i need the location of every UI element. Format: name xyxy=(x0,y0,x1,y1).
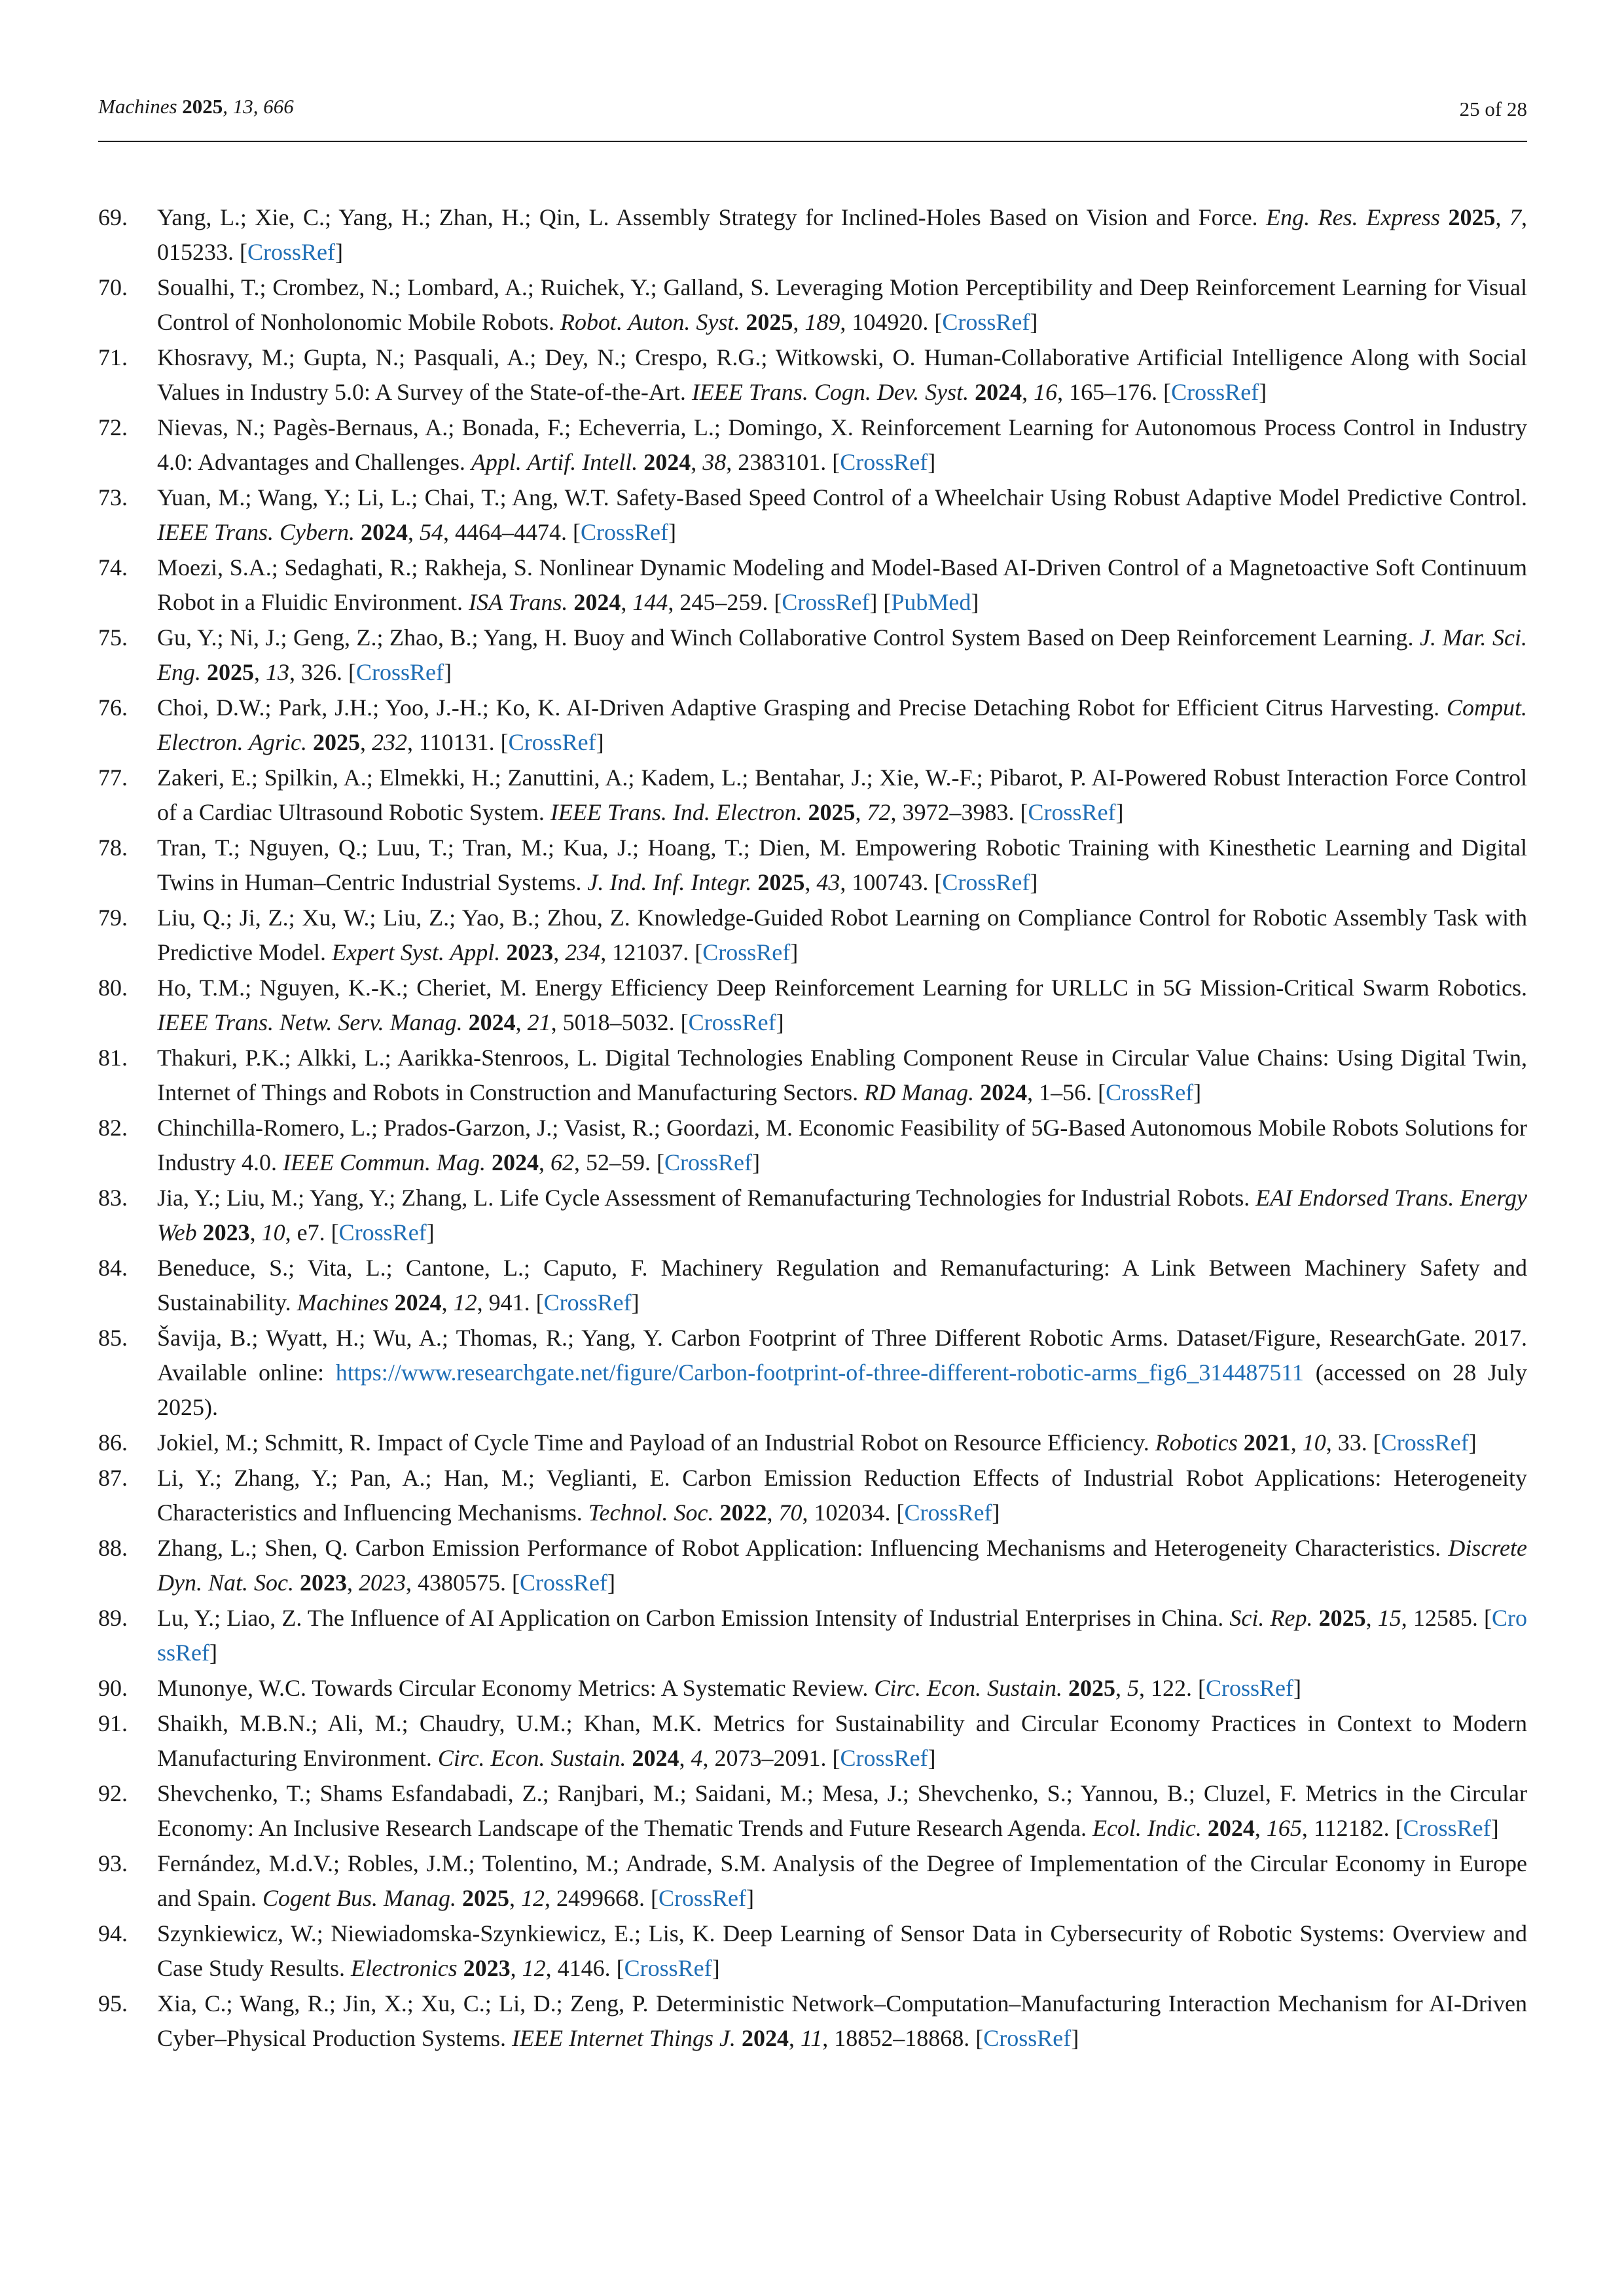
reference-number: 76. xyxy=(98,694,128,721)
reference-number: 77. xyxy=(98,764,128,791)
reference-year: 2024 xyxy=(980,1079,1028,1105)
reference-year: 2023 xyxy=(463,1955,511,1981)
reference-authors-title: Xia, C.; Wang, R.; Jin, X.; Xu, C.; Li, D.; Zeng, P. Deterministic Network–Computation–Manufacturing Interaction Mechanism for AI-Driven Cyber–Physical Production Systems. xyxy=(157,1990,1527,2051)
reference-authors-title: Moezi, S.A.; Sedaghati, R.; Rakheja, S. Nonlinear Dynamic Modeling and Model-Based AI-Driven Control of a Magnetoactive Soft Continuum Robot in a Fluidic Environment. xyxy=(157,554,1527,615)
reference-accessed: (accessed on 28 July 2025). xyxy=(157,1359,1527,1420)
reference-journal: Machines xyxy=(297,1289,389,1316)
reference-pages: 4146 xyxy=(557,1955,605,1981)
reference-item xyxy=(98,1041,1527,1110)
reference-item xyxy=(98,1461,1527,1530)
crossref-link[interactable]: CrossRef xyxy=(782,589,870,615)
reference-authors-title: Jia, Y.; Liu, M.; Yang, Y.; Zhang, L. Life Cycle Assessment of Remanufacturing Technologies for Industrial Robots. xyxy=(157,1185,1256,1211)
reference-pages: 121037 xyxy=(612,939,683,965)
reference-text: Chinchilla-Romero, L.; Prados-Garzon, J.; Vasist, R.; Goordazi, M. Economic Feasibility of 5G-Based Autonomous Mobile Robots Solutions for Industry 4.0. IEEE Commun. Mag. 2024, 62, 52–59. [CrossRef] xyxy=(157,1115,1527,1175)
reference-number: 93. xyxy=(98,1850,128,1876)
crossref-link[interactable]: CrossRef xyxy=(247,239,335,265)
reference-number: 69. xyxy=(98,204,128,230)
reference-journal: Circ. Econ. Sustain. xyxy=(874,1675,1063,1701)
reference-year: 2024 xyxy=(394,1289,442,1316)
reference-authors-title: Yang, L.; Xie, C.; Yang, H.; Zhan, H.; Qin, L. Assembly Strategy for Inclined-Holes Based on Vision and Force. xyxy=(157,204,1267,230)
reference-pages: 165–176 xyxy=(1069,379,1152,405)
reference-authors-title: Jokiel, M.; Schmitt, R. Impact of Cycle Time and Payload of an Industrial Robot on Resource Efficiency. xyxy=(157,1429,1155,1456)
reference-number: 72. xyxy=(98,414,128,440)
journal-volume: 13 xyxy=(232,95,253,118)
reference-year: 2025 xyxy=(1318,1605,1366,1631)
reference-text: Thakuri, P.K.; Alkki, L.; Aarikka-Stenroos, L. Digital Technologies Enabling Component Reuse in Circular Value Chains: Using Digital Twin, Internet of Things and Robots in Construction and Manufacturing Sectors. RD Manag. 2024, 1–56. [CrossRef] xyxy=(157,1045,1527,1105)
reference-volume: 12 xyxy=(453,1289,477,1316)
crossref-link[interactable]: CrossRef xyxy=(1380,1429,1469,1456)
reference-item xyxy=(98,270,1527,340)
crossref-link[interactable]: CrossRef xyxy=(664,1149,752,1175)
reference-item xyxy=(98,1111,1527,1180)
reference-number: 95. xyxy=(98,1990,128,2017)
crossref-link[interactable]: CrossRef xyxy=(581,519,668,545)
reference-item xyxy=(98,550,1527,620)
reference-text: Xia, C.; Wang, R.; Jin, X.; Xu, C.; Li, D.; Zeng, P. Deterministic Network–Computation–Manufacturing Interaction Mechanism for AI-Driven Cyber–Physical Production Systems. IEEE Internet Things J. 2024, 11, 18852–18868. [CrossRef] xyxy=(157,1990,1527,2051)
reference-authors-title: Szynkiewicz, W.; Niewiadomska-Szynkiewicz, E.; Lis, K. Deep Learning of Sensor Data in Cybersecurity of Robotic Systems: Overview and Case Study Results. xyxy=(157,1920,1527,1981)
reference-year: 2024 xyxy=(1207,1815,1255,1841)
reference-year: 2023 xyxy=(202,1219,250,1246)
reference-number: 90. xyxy=(98,1675,128,1701)
reference-authors-title: Li, Y.; Zhang, Y.; Pan, A.; Han, M.; Veglianti, E. Carbon Emission Reduction Effects of Industrial Robot Applications: Heterogeneity Characteristics and Influencing Mechanisms. xyxy=(157,1465,1527,1526)
reference-volume: 189 xyxy=(804,309,840,335)
reference-item xyxy=(98,691,1527,760)
reference-volume: 15 xyxy=(1377,1605,1401,1631)
reference-text: Jia, Y.; Liu, M.; Yang, Y.; Zhang, L. Life Cycle Assessment of Remanufacturing Technologies for Industrial Robots. EAI Endorsed Trans. Energy Web 2023, 10, e7. [CrossRef] xyxy=(157,1185,1527,1246)
reference-authors-title: Thakuri, P.K.; Alkki, L.; Aarikka-Stenroos, L. Digital Technologies Enabling Component Reuse in Circular Value Chains: Using Digital Twin, Internet of Things and Robots in Construction and Manufacturing Sectors. xyxy=(157,1045,1527,1105)
crossref-link[interactable]: CrossRef xyxy=(519,1570,607,1596)
reference-year: 2025 xyxy=(1448,204,1496,230)
reference-year: 2024 xyxy=(468,1009,516,1035)
reference-number: 71. xyxy=(98,344,128,370)
reference-year: 2025 xyxy=(746,309,793,335)
reference-year: 2025 xyxy=(808,799,856,825)
reference-journal: Expert Syst. Appl. xyxy=(331,939,501,965)
reference-authors-title: Šavija, B.; Wyatt, H.; Wu, A.; Thomas, R.; Yang, Y. Carbon Footprint of Three Different Robotic Arms. Dataset/Figure, ResearchGate. 2017. Available online: xyxy=(157,1325,1527,1386)
reference-pages: 18852–18868 xyxy=(834,2025,964,2051)
reference-item xyxy=(98,1531,1527,1600)
reference-number: 81. xyxy=(98,1045,128,1071)
reference-year: 2023 xyxy=(299,1570,347,1596)
reference-journal: J. Ind. Inf. Integr. xyxy=(587,869,752,895)
reference-journal: Technol. Soc. xyxy=(588,1499,714,1526)
crossref-link[interactable]: CrossRef xyxy=(840,1745,928,1771)
reference-pages: 110131 xyxy=(418,729,489,755)
reference-item xyxy=(98,1706,1527,1776)
reference-number: 84. xyxy=(98,1255,128,1281)
reference-url[interactable]: https://www.researchgate.net/figure/Carbon-footprint-of-three-different-robotic-arms_fig6_314487511 xyxy=(335,1359,1304,1386)
reference-journal: RD Manag. xyxy=(864,1079,975,1105)
reference-pages: 941 xyxy=(488,1289,524,1316)
reference-journal: Robot. Auton. Syst. xyxy=(560,309,740,335)
reference-year: 2024 xyxy=(643,449,691,475)
reference-journal: Cogent Bus. Manag. xyxy=(262,1885,456,1911)
reference-text: Szynkiewicz, W.; Niewiadomska-Szynkiewicz, E.; Lis, K. Deep Learning of Sensor Data in Cybersecurity of Robotic Systems: Overview and Case Study Results. Electronics 2023, 12, 4146. [CrossRef] xyxy=(157,1920,1527,1981)
reference-authors-title: Choi, D.W.; Park, J.H.; Yoo, J.-H.; Ko, K. AI-Driven Adaptive Grasping and Precise Detaching Robot for Efficient Citrus Harvesting. xyxy=(157,694,1447,721)
reference-authors-title: Shaikh, M.B.N.; Ali, M.; Chaudry, U.M.; Khan, M.K. Metrics for Sustainability and Circular Economy Practices in Context to Modern Manufacturing Environment. xyxy=(157,1710,1527,1771)
reference-authors-title: Gu, Y.; Ni, J.; Geng, Z.; Zhao, B.; Yang, H. Buoy and Winch Collaborative Control System Based on Deep Reinforcement Learning. xyxy=(157,624,1420,651)
reference-pages: 112182 xyxy=(1313,1815,1384,1841)
reference-authors-title: Khosravy, M.; Gupta, N.; Pasquali, A.; Dey, N.; Crespo, R.G.; Witkowski, O. Human-Collaborative Artificial Intelligence Along with Social Values in Industry 5.0: A Survey of the State-of-the-Art. xyxy=(157,344,1527,405)
reference-item xyxy=(98,1251,1527,1320)
reference-journal: EAI Endorsed Trans. Energy Web xyxy=(157,1185,1527,1246)
reference-volume: 10 xyxy=(1302,1429,1326,1456)
reference-text: Yang, L.; Xie, C.; Yang, H.; Zhan, H.; Qin, L. Assembly Strategy for Inclined-Holes Based on Vision and Force. Eng. Res. Express 2025, 7, 015233. [CrossRef] xyxy=(157,204,1528,265)
reference-authors-title: Fernández, M.d.V.; Robles, J.M.; Tolentino, M.; Andrade, S.M. Analysis of the Degree of Implementation of the Circular Economy in Europe and Spain. xyxy=(157,1850,1527,1911)
reference-number: 78. xyxy=(98,834,128,861)
reference-text: Khosravy, M.; Gupta, N.; Pasquali, A.; Dey, N.; Crespo, R.G.; Witkowski, O. Human-Collaborative Artificial Intelligence Along with Social Values in Industry 5.0: A Survey of the State-of-the-Art. IEEE Trans. Cogn. Dev. Syst. 2024, 16, 165–176. [CrossRef] xyxy=(157,344,1527,405)
reference-volume: 2023 xyxy=(358,1570,406,1596)
reference-journal: Sci. Rep. xyxy=(1229,1605,1313,1631)
crossref-link[interactable]: CrossRef xyxy=(1403,1815,1491,1841)
reference-pages: 326 xyxy=(301,659,336,685)
reference-journal: Circ. Econ. Sustain. xyxy=(437,1745,626,1771)
reference-number: 92. xyxy=(98,1780,128,1806)
reference-text: Jokiel, M.; Schmitt, R. Impact of Cycle Time and Payload of an Industrial Robot on Resource Efficiency. Robotics 2021, 10, 33. [CrossRef] xyxy=(157,1429,1477,1456)
reference-number: 82. xyxy=(98,1115,128,1141)
reference-volume: 144 xyxy=(632,589,668,615)
crossref-link[interactable]: CrossRef xyxy=(338,1219,427,1246)
reference-number: 79. xyxy=(98,905,128,931)
reference-number: 94. xyxy=(98,1920,128,1946)
reference-volume: 62 xyxy=(550,1149,574,1175)
reference-item xyxy=(98,410,1527,480)
crossref-link[interactable]: CrossRef xyxy=(1206,1675,1294,1701)
reference-pages: 2073–2091 xyxy=(714,1745,821,1771)
reference-volume: 11 xyxy=(800,2025,823,2051)
reference-journal: IEEE Trans. Cybern. xyxy=(157,519,355,545)
reference-year: 2024 xyxy=(573,589,621,615)
reference-text: Shaikh, M.B.N.; Ali, M.; Chaudry, U.M.; Khan, M.K. Metrics for Sustainability and Circular Economy Practices in Context to Modern Manufacturing Environment. Circ. Econ. Sustain. 2024, 4, 2073–2091. [CrossRef] xyxy=(157,1710,1527,1771)
reference-list xyxy=(98,200,1527,2056)
reference-text: Soualhi, T.; Crombez, N.; Lombard, A.; Ruichek, Y.; Galland, S. Leveraging Motion Perceptibility and Deep Reinforcement Learning for Visual Control of Nonholonomic Mobile Robots. Robot. Auton. Syst. 2025, 189, 104920. [CrossRef] xyxy=(157,274,1527,335)
reference-journal: IEEE Trans. Ind. Electron. xyxy=(550,799,803,825)
reference-journal: Appl. Artif. Intell. xyxy=(471,449,638,475)
reference-pages: 1–56 xyxy=(1039,1079,1087,1105)
reference-authors-title: Nievas, N.; Pagès-Bernaus, A.; Bonada, F.; Echeverria, L.; Domingo, X. Reinforcement Learning for Autonomous Process Control in Industry 4.0: Advantages and Challenges. xyxy=(157,414,1527,475)
reference-number: 80. xyxy=(98,975,128,1001)
reference-item xyxy=(98,200,1527,270)
reference-pages: 2499668 xyxy=(556,1885,639,1911)
reference-item xyxy=(98,1846,1527,1916)
reference-text: Gu, Y.; Ni, J.; Geng, Z.; Zhao, B.; Yang, H. Buoy and Winch Collaborative Control System Based on Deep Reinforcement Learning. J. Mar. Sci. Eng. 2025, 13, 326. [CrossRef] xyxy=(157,624,1527,685)
reference-text: Nievas, N.; Pagès-Bernaus, A.; Bonada, F.; Echeverria, L.; Domingo, X. Reinforcement Learning for Autonomous Process Control in Industry 4.0: Advantages and Challenges. Appl. Artif. Intell. 2024, 38, 2383101. [CrossRef] xyxy=(157,414,1527,475)
crossref-link[interactable]: CrossRef xyxy=(942,869,1030,895)
reference-year: 2021 xyxy=(1243,1429,1291,1456)
crossref-link[interactable]: CrossRef xyxy=(942,309,1030,335)
reference-year: 2025 xyxy=(312,729,360,755)
reference-text: Moezi, S.A.; Sedaghati, R.; Rakheja, S. Nonlinear Dynamic Modeling and Model-Based AI-Driven Control of a Magnetoactive Soft Continuum Robot in a Fluidic Environment. ISA Trans. 2024, 144, 245–259. [CrossRef] [PubMed] xyxy=(157,554,1527,615)
crossref-link[interactable]: CrossRef xyxy=(624,1955,712,1981)
reference-authors-title: Beneduce, S.; Vita, L.; Cantone, L.; Caputo, F. Machinery Regulation and Remanufacturing: A Link Between Machinery Safety and Sustainability. xyxy=(157,1255,1527,1316)
reference-volume: 232 xyxy=(371,729,407,755)
reference-text: Shevchenko, T.; Shams Esfandabadi, Z.; Ranjbari, M.; Saidani, M.; Mesa, J.; Shevchenko, S.; Yannou, B.; Cluzel, F. Metrics in the Circular Economy: An Inclusive Research Landscape of the Thematic Trends and Future Research Agenda. Ecol. Indic. 2024, 165, 112182. [CrossRef] xyxy=(157,1780,1527,1841)
reference-item xyxy=(98,1321,1527,1425)
reference-volume: 165 xyxy=(1266,1815,1302,1841)
pubmed-link[interactable]: PubMed xyxy=(891,589,971,615)
reference-authors-title: Shevchenko, T.; Shams Esfandabadi, Z.; Ranjbari, M.; Saidani, M.; Mesa, J.; Shevchenko, S.; Yannou, B.; Cluzel, F. Metrics in the Circular Economy: An Inclusive Research Landscape of the Thematic Trends and Future Research Agenda. xyxy=(157,1780,1527,1841)
reference-journal: IEEE Commun. Mag. xyxy=(283,1149,486,1175)
crossref-link[interactable]: CrossRef xyxy=(840,449,928,475)
reference-volume: 4 xyxy=(691,1745,703,1771)
reference-item xyxy=(98,1776,1527,1846)
reference-number: 88. xyxy=(98,1535,128,1561)
reference-year: 2024 xyxy=(632,1745,679,1771)
reference-authors-title: Ho, T.M.; Nguyen, K.-K.; Cheriet, M. Energy Efficiency Deep Reinforcement Learning for URLLC in 5G Mission-Critical Swarm Robotics. xyxy=(157,975,1527,1001)
reference-number: 89. xyxy=(98,1605,128,1631)
crossref-link[interactable]: CrossRef xyxy=(702,939,791,965)
reference-pages: 100743 xyxy=(852,869,923,895)
reference-volume: 10 xyxy=(261,1219,285,1246)
reference-text: Liu, Q.; Ji, Z.; Xu, W.; Liu, Z.; Yao, B.; Zhou, Z. Knowledge-Guided Robot Learning on Compliance Control for Robotic Assembly Task with Predictive Model. Expert Syst. Appl. 2023, 234, 121037. [CrossRef] xyxy=(157,905,1527,965)
journal-name: Machines xyxy=(98,95,177,118)
crossref-link[interactable]: CrossRef xyxy=(508,729,596,755)
reference-item xyxy=(98,1181,1527,1250)
reference-pages: 52–59 xyxy=(585,1149,645,1175)
reference-authors-title: Yuan, M.; Wang, Y.; Li, L.; Chai, T.; Ang, W.T. Safety-Based Speed Control of a Wheelchair Using Robust Adaptive Model Predictive Control. xyxy=(157,484,1527,511)
journal-citation: Machines 2025, 13, 666 xyxy=(98,95,294,118)
reference-item xyxy=(98,901,1527,970)
crossref-link[interactable]: CrossRef xyxy=(543,1289,632,1316)
reference-item xyxy=(98,1986,1527,2056)
crossref-link[interactable]: CrossRef xyxy=(658,1885,746,1911)
reference-pages: 102034 xyxy=(814,1499,885,1526)
reference-pages: 245–259 xyxy=(679,589,763,615)
reference-year: 2023 xyxy=(506,939,554,965)
reference-year: 2025 xyxy=(757,869,805,895)
reference-pages: e7 xyxy=(297,1219,319,1246)
reference-item xyxy=(98,620,1527,690)
reference-authors-title: Soualhi, T.; Crombez, N.; Lombard, A.; Ruichek, Y.; Galland, S. Leveraging Motion Perceptibility and Deep Reinforcement Learning for Visual Control of Nonholonomic Mobile Robots. xyxy=(157,274,1527,335)
reference-item xyxy=(98,761,1527,830)
reference-journal: J. Mar. Sci. Eng. xyxy=(157,624,1527,685)
reference-text: Li, Y.; Zhang, Y.; Pan, A.; Han, M.; Veglianti, E. Carbon Emission Reduction Effects of Industrial Robot Applications: Heterogeneity Characteristics and Influencing Mechanisms. Technol. Soc. 2022, 70, 102034. [CrossRef] xyxy=(157,1465,1527,1526)
reference-authors-title: Zhang, L.; Shen, Q. Carbon Emission Performance of Robot Application: Influencing Mechanisms and Heterogeneity Characteristics. xyxy=(157,1535,1449,1561)
reference-number: 74. xyxy=(98,554,128,581)
reference-item xyxy=(98,1916,1527,1986)
reference-volume: 234 xyxy=(565,939,601,965)
reference-pages: 5018–5032 xyxy=(562,1009,669,1035)
reference-year: 2024 xyxy=(361,519,408,545)
reference-text: Lu, Y.; Liao, Z. The Influence of AI Application on Carbon Emission Intensity of Industrial Enterprises in China. Sci. Rep. 2025, 15, 12585. [CrossRef] xyxy=(157,1605,1528,1666)
reference-year: 2025 xyxy=(1068,1675,1116,1701)
crossref-link[interactable]: CrossRef xyxy=(688,1009,776,1035)
crossref-link[interactable]: CrossRef xyxy=(356,659,444,685)
page-header xyxy=(98,95,1527,142)
reference-pages: 3972–3983 xyxy=(902,799,1009,825)
reference-pages: 2383101 xyxy=(738,449,821,475)
reference-volume: 70 xyxy=(778,1499,803,1526)
reference-item xyxy=(98,831,1527,900)
reference-number: 83. xyxy=(98,1185,128,1211)
reference-authors-title: Zakeri, E.; Spilkin, A.; Elmekki, H.; Zanuttini, A.; Kadem, L.; Bentahar, J.; Xie, W.-F.; Pibarot, P. AI-Powered Robust Interaction Force Control of a Cardiac Ultrasound Robotic System. xyxy=(157,764,1527,825)
reference-volume: 72 xyxy=(867,799,891,825)
reference-journal: IEEE Trans. Netw. Serv. Manag. xyxy=(157,1009,463,1035)
reference-journal: Robotics xyxy=(1155,1429,1238,1456)
reference-volume: 43 xyxy=(816,869,840,895)
reference-authors-title: Tran, T.; Nguyen, Q.; Luu, T.; Tran, M.; Kua, J.; Hoang, T.; Dien, M. Empowering Robotic Training with Kinesthetic Learning and Digital Twins in Human–Centric Industrial Systems. xyxy=(157,834,1527,895)
reference-volume: 12 xyxy=(520,1885,545,1911)
reference-number: 73. xyxy=(98,484,128,511)
reference-year: 2025 xyxy=(461,1885,509,1911)
reference-volume: 21 xyxy=(527,1009,551,1035)
reference-journal: Ecol. Indic. xyxy=(1092,1815,1202,1841)
reference-text: Fernández, M.d.V.; Robles, J.M.; Tolentino, M.; Andrade, S.M. Analysis of the Degree of Implementation of the Circular Economy in Europe and Spain. Cogent Bus. Manag. 2025, 12, 2499668. [CrossRef] xyxy=(157,1850,1527,1911)
reference-pages: 104920 xyxy=(852,309,923,335)
reference-text: Zhang, L.; Shen, Q. Carbon Emission Performance of Robot Application: Influencing Mechanisms and Heterogeneity Characteristics. Discrete Dyn. Nat. Soc. 2023, 2023, 4380575. [CrossRef] xyxy=(157,1535,1527,1596)
reference-number: 91. xyxy=(98,1710,128,1736)
reference-text: Tran, T.; Nguyen, Q.; Luu, T.; Tran, M.; Kua, J.; Hoang, T.; Dien, M. Empowering Robotic Training with Kinesthetic Learning and Digital Twins in Human–Centric Industrial Systems. J. Ind. Inf. Integr. 2025, 43, 100743. [CrossRef] xyxy=(157,834,1527,895)
reference-item xyxy=(98,1601,1527,1670)
reference-text: Munonye, W.C. Towards Circular Economy Metrics: A Systematic Review. Circ. Econ. Sustain. 2025, 5, 122. [CrossRef] xyxy=(157,1675,1302,1701)
crossref-link[interactable]: CrossRef xyxy=(1106,1079,1194,1105)
reference-journal: Discrete Dyn. Nat. Soc. xyxy=(157,1535,1527,1596)
reference-journal: Comput. Electron. Agric. xyxy=(157,694,1527,755)
reference-item xyxy=(98,480,1527,550)
reference-text: Ho, T.M.; Nguyen, K.-K.; Cheriet, M. Energy Efficiency Deep Reinforcement Learning for URLLC in 5G Mission-Critical Swarm Robotics. IEEE Trans. Netw. Serv. Manag. 2024, 21, 5018–5032. [CrossRef] xyxy=(157,975,1527,1035)
reference-authors-title: Lu, Y.; Liao, Z. The Influence of AI Application on Carbon Emission Intensity of Industrial Enterprises in China. xyxy=(157,1605,1230,1631)
reference-year: 2025 xyxy=(207,659,254,685)
reference-volume: 54 xyxy=(420,519,443,545)
reference-volume: 7 xyxy=(1509,204,1522,230)
reference-pages: 4464–4474 xyxy=(455,519,561,545)
journal-year: 2025 xyxy=(182,95,223,118)
reference-authors-title: Chinchilla-Romero, L.; Prados-Garzon, J.; Vasist, R.; Goordazi, M. Economic Feasibility of 5G-Based Autonomous Mobile Robots Solutions for Industry 4.0. xyxy=(157,1115,1527,1175)
reference-volume: 12 xyxy=(522,1955,546,1981)
reference-pages: 4380575 xyxy=(417,1570,500,1596)
reference-text: Choi, D.W.; Park, J.H.; Yoo, J.-H.; Ko, K. AI-Driven Adaptive Grasping and Precise Detaching Robot for Efficient Citrus Harvesting. Comput. Electron. Agric. 2025, 232, 110131. [CrossRef] xyxy=(157,694,1527,755)
reference-authors-title: Munonye, W.C. Towards Circular Economy Metrics: A Systematic Review. xyxy=(157,1675,875,1701)
reference-text: Beneduce, S.; Vita, L.; Cantone, L.; Caputo, F. Machinery Regulation and Remanufacturing: A Link Between Machinery Safety and Sustainability. Machines 2024, 12, 941. [CrossRef] xyxy=(157,1255,1527,1316)
reference-pages: 12585 xyxy=(1413,1605,1472,1631)
reference-number: 87. xyxy=(98,1465,128,1491)
reference-year: 2024 xyxy=(741,2025,789,2051)
reference-number: 85. xyxy=(98,1325,128,1351)
crossref-link[interactable]: CrossRef xyxy=(904,1499,992,1526)
reference-number: 86. xyxy=(98,1429,128,1456)
reference-text xyxy=(157,1325,1527,1420)
reference-authors-title: Liu, Q.; Ji, Z.; Xu, W.; Liu, Z.; Yao, B.; Zhou, Z. Knowledge-Guided Robot Learning on Compliance Control for Robotic Assembly Task with Predictive Model. xyxy=(157,905,1527,965)
reference-journal: Eng. Res. Express xyxy=(1266,204,1440,230)
reference-pages: 015233 xyxy=(157,239,228,265)
crossref-link[interactable]: CrossRef xyxy=(1028,799,1116,825)
reference-text: Zakeri, E.; Spilkin, A.; Elmekki, H.; Zanuttini, A.; Kadem, L.; Bentahar, J.; Xie, W.-F.; Pibarot, P. AI-Powered Robust Interaction Force Control of a Cardiac Ultrasound Robotic System. IEEE Trans. Ind. Electron. 2025, 72, 3972–3983. [CrossRef] xyxy=(157,764,1527,825)
reference-item xyxy=(98,1671,1527,1706)
crossref-link[interactable]: CrossRef xyxy=(1171,379,1259,405)
reference-pages: 122 xyxy=(1151,1675,1187,1701)
reference-number: 70. xyxy=(98,274,128,300)
reference-journal: IEEE Internet Things J. xyxy=(512,2025,736,2051)
reference-item xyxy=(98,971,1527,1040)
reference-volume: 5 xyxy=(1127,1675,1140,1701)
reference-year: 2024 xyxy=(975,379,1022,405)
reference-volume: 16 xyxy=(1034,379,1058,405)
reference-year: 2022 xyxy=(719,1499,767,1526)
reference-journal: IEEE Trans. Cogn. Dev. Syst. xyxy=(691,379,969,405)
crossref-link[interactable]: CrossRef xyxy=(157,1605,1528,1666)
crossref-link[interactable]: CrossRef xyxy=(983,2025,1072,2051)
article-number: 666 xyxy=(263,95,294,118)
reference-journal: ISA Trans. xyxy=(468,589,568,615)
reference-year: 2024 xyxy=(491,1149,539,1175)
reference-pages: 33 xyxy=(1337,1429,1362,1456)
reference-journal: Electronics xyxy=(351,1955,458,1981)
reference-number: 75. xyxy=(98,624,128,651)
reference-volume: 38 xyxy=(702,449,727,475)
reference-item xyxy=(98,340,1527,410)
reference-volume: 13 xyxy=(266,659,289,685)
reference-text: Yuan, M.; Wang, Y.; Li, L.; Chai, T.; Ang, W.T. Safety-Based Speed Control of a Wheelchair Using Robust Adaptive Model Predictive Control. IEEE Trans. Cybern. 2024, 54, 4464–4474. [CrossRef] xyxy=(157,484,1527,545)
reference-item xyxy=(98,1426,1527,1460)
page-number: 25 of 28 xyxy=(1459,98,1527,120)
